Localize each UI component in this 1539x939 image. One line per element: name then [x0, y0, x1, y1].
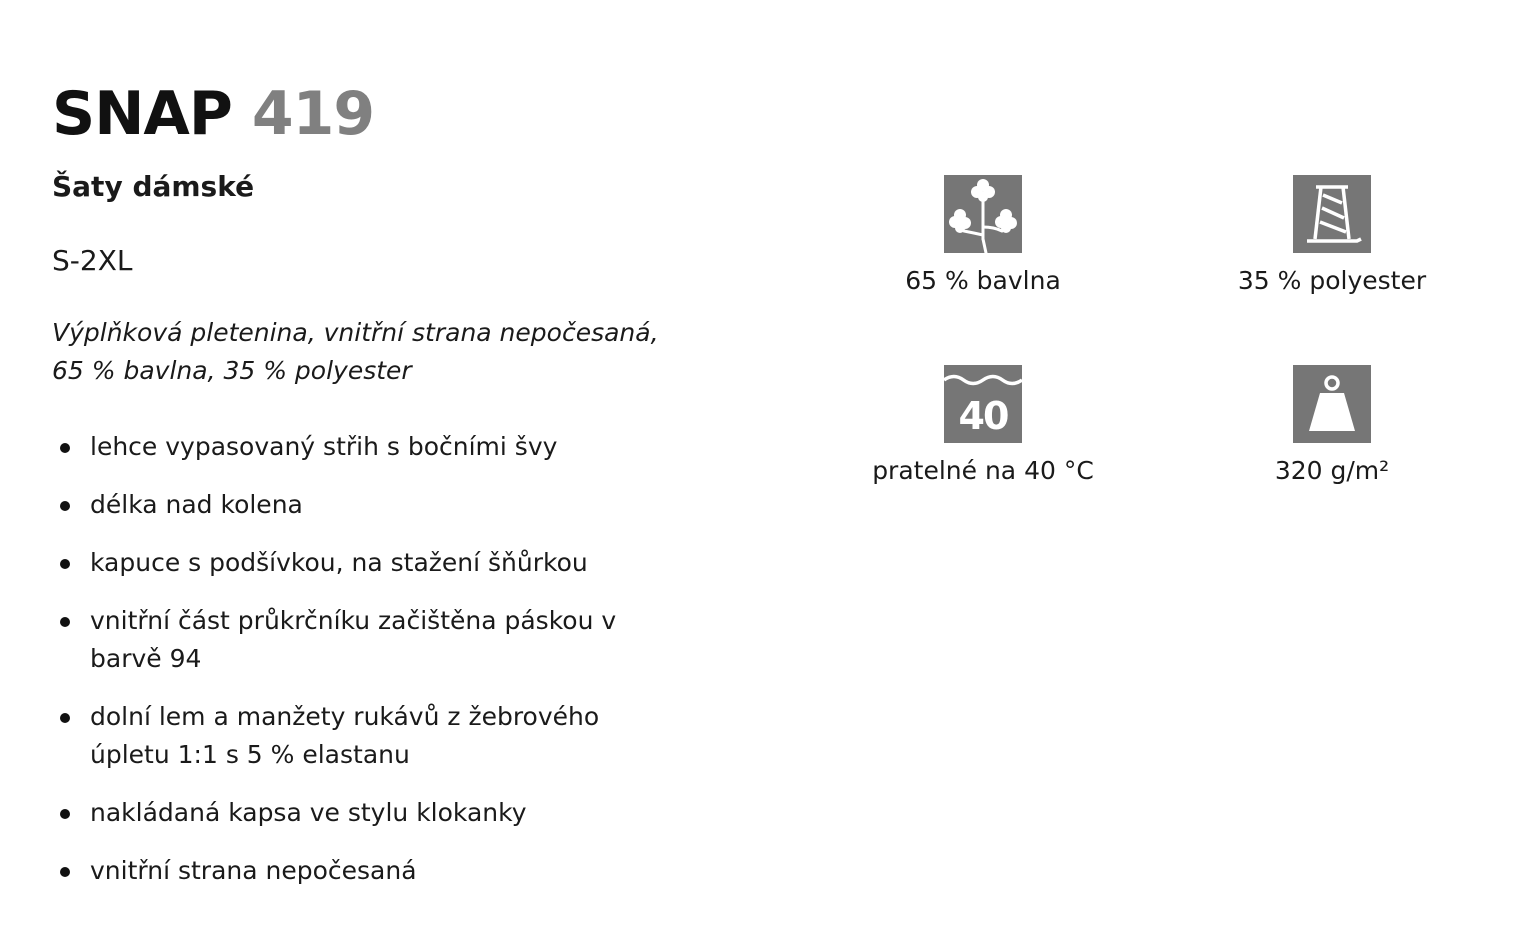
polyester-icon: [1293, 175, 1371, 253]
bullet-icon: [60, 617, 70, 627]
feature-item: [52, 428, 752, 466]
description-line: 65 % bavlna, 35 % polyester: [52, 356, 412, 385]
bullet-icon: [60, 443, 70, 453]
feature-text: dolní lem a manžety rukávů z žebrového: [90, 702, 600, 731]
wash-40-icon: [944, 365, 1022, 443]
material-specs: [840, 175, 1539, 495]
feature-list: [52, 428, 752, 890]
bullet-icon: [60, 867, 70, 877]
spec-label: 65 % bavlna: [905, 266, 1061, 295]
feature-text-continued: úpletu 1:1 s 5 % elastanu: [90, 740, 410, 769]
product-code: 419: [251, 79, 375, 149]
bullet-icon: [60, 713, 70, 723]
description-line: Výplňková pletenina, vnitřní strana nepočesaná,: [52, 318, 659, 347]
feature-item: [52, 602, 752, 678]
spec-label: 320 g/m²: [1274, 456, 1390, 485]
feature-text: délka nad kolena: [90, 490, 303, 519]
bullet-icon: [60, 501, 70, 511]
product-subtitle: Šaty dámské: [52, 170, 255, 203]
spec-washing: [833, 365, 1133, 487]
bullet-icon: [60, 809, 70, 819]
product-description: [52, 314, 752, 390]
feature-text: lehce vypasovaný střih s bočními švy: [90, 432, 558, 461]
feature-item: [52, 794, 752, 832]
feature-text-continued: barvě 94: [90, 644, 202, 673]
size-range: S-2XL: [52, 244, 133, 277]
spec-polyester: [1182, 175, 1482, 297]
spec-weight: [1182, 365, 1482, 487]
feature-item: [52, 486, 752, 524]
product-info: [52, 78, 752, 910]
wash-temperature: 40: [958, 394, 1008, 438]
product-title: [52, 78, 752, 150]
spec-cotton: [833, 175, 1133, 297]
feature-item: [52, 698, 752, 774]
feature-text: vnitřní část průkrčníku začištěna páskou v: [90, 606, 617, 635]
feature-text: kapuce s podšívkou, na stažení šňůrkou: [90, 548, 588, 577]
feature-text: vnitřní strana nepočesaná: [90, 856, 417, 885]
spec-label: pratelné na 40 °C: [872, 456, 1094, 485]
feature-item: [52, 544, 752, 582]
spec-label: 35 % polyester: [1237, 266, 1427, 295]
feature-item: [52, 852, 752, 890]
weight-icon: [1293, 365, 1371, 443]
bullet-icon: [60, 559, 70, 569]
feature-text: nakládaná kapsa ve stylu klokanky: [90, 798, 527, 827]
product-name: SNAP: [52, 79, 232, 149]
cotton-icon: [944, 175, 1022, 253]
